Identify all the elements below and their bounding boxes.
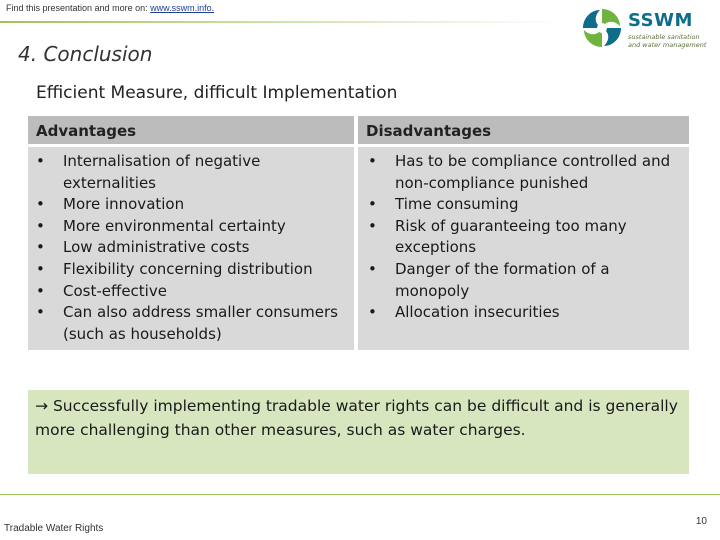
bullet-icon: • (368, 259, 377, 278)
logo-tagline (628, 33, 718, 49)
advantages-panel (28, 147, 354, 350)
disadvantage-text: Risk of guaranteeing too many exceptions (395, 216, 627, 257)
list-item (366, 259, 681, 302)
list-item (34, 194, 346, 216)
disadvantages-header: Disadvantages (358, 116, 689, 144)
bullet-icon: • (36, 259, 45, 278)
bullet-icon: • (36, 216, 45, 235)
footer-divider (0, 494, 720, 495)
source-note (6, 3, 214, 13)
slide-title: 4. Conclusion (18, 42, 153, 66)
list-item (34, 302, 346, 345)
arrow-right-icon: → (35, 397, 48, 415)
source-link[interactable]: www.sswm.info. (150, 3, 215, 13)
slide-subtitle: Efficient Measure, difficult Implementation (36, 83, 398, 103)
disadvantage-text: Time consuming (395, 195, 519, 214)
disadvantages-panel (358, 147, 689, 350)
logo-tagline-line-2: and water management (628, 41, 707, 49)
logo-wordmark: SSWM (628, 10, 693, 31)
disadvantage-text: Allocation insecurities (395, 303, 560, 322)
bullet-icon: • (368, 216, 377, 235)
header-divider (0, 21, 560, 23)
bullet-icon: • (36, 281, 45, 300)
page-number: 10 (695, 516, 707, 527)
conclusion-text: Successfully implementing tradable water rights can be difficult and is generally more challenging than other measures, such as water charges. (35, 397, 678, 439)
advantage-text: Internalisation of negative externalities (63, 152, 261, 192)
disadvantages-list (366, 151, 681, 324)
source-prefix: Find this presentation and more on: (6, 3, 148, 13)
bullet-icon: • (368, 195, 377, 214)
advantages-list (34, 151, 346, 345)
list-item (34, 281, 346, 303)
advantage-text: Cost-effective (63, 281, 167, 300)
logo-tagline-line-1: sustainable sanitation (628, 33, 700, 41)
bullet-icon: • (36, 152, 45, 170)
advantages-header: Advantages (28, 116, 354, 144)
list-item (34, 237, 346, 259)
advantage-text: Flexibility concerning distribution (63, 259, 313, 278)
list-item (366, 194, 681, 216)
advantage-text: Low administrative costs (63, 238, 250, 257)
footer-topic: Tradable Water Rights (4, 523, 104, 534)
advantage-text: More innovation (63, 195, 185, 214)
bullet-icon: • (36, 303, 45, 322)
list-item (366, 302, 681, 324)
list-item (34, 259, 346, 281)
disadvantage-text: Has to be compliance controlled and non-compliance punished (395, 152, 671, 192)
disadvantage-text: Danger of the formation of a monopoly (395, 259, 610, 300)
advantage-text: Can also address smaller consumers (such as households) (63, 303, 338, 343)
bullet-icon: • (368, 303, 377, 322)
logo-mark-icon (580, 6, 624, 50)
list-item (366, 151, 681, 194)
sswm-logo (580, 6, 720, 54)
bullet-icon: • (36, 195, 45, 214)
list-item (366, 216, 681, 259)
conclusion-box (28, 390, 689, 474)
list-item (34, 216, 346, 238)
list-item (34, 151, 346, 194)
bullet-icon: • (368, 152, 377, 170)
advantage-text: More environmental certainty (63, 216, 286, 235)
bullet-icon: • (36, 238, 45, 257)
